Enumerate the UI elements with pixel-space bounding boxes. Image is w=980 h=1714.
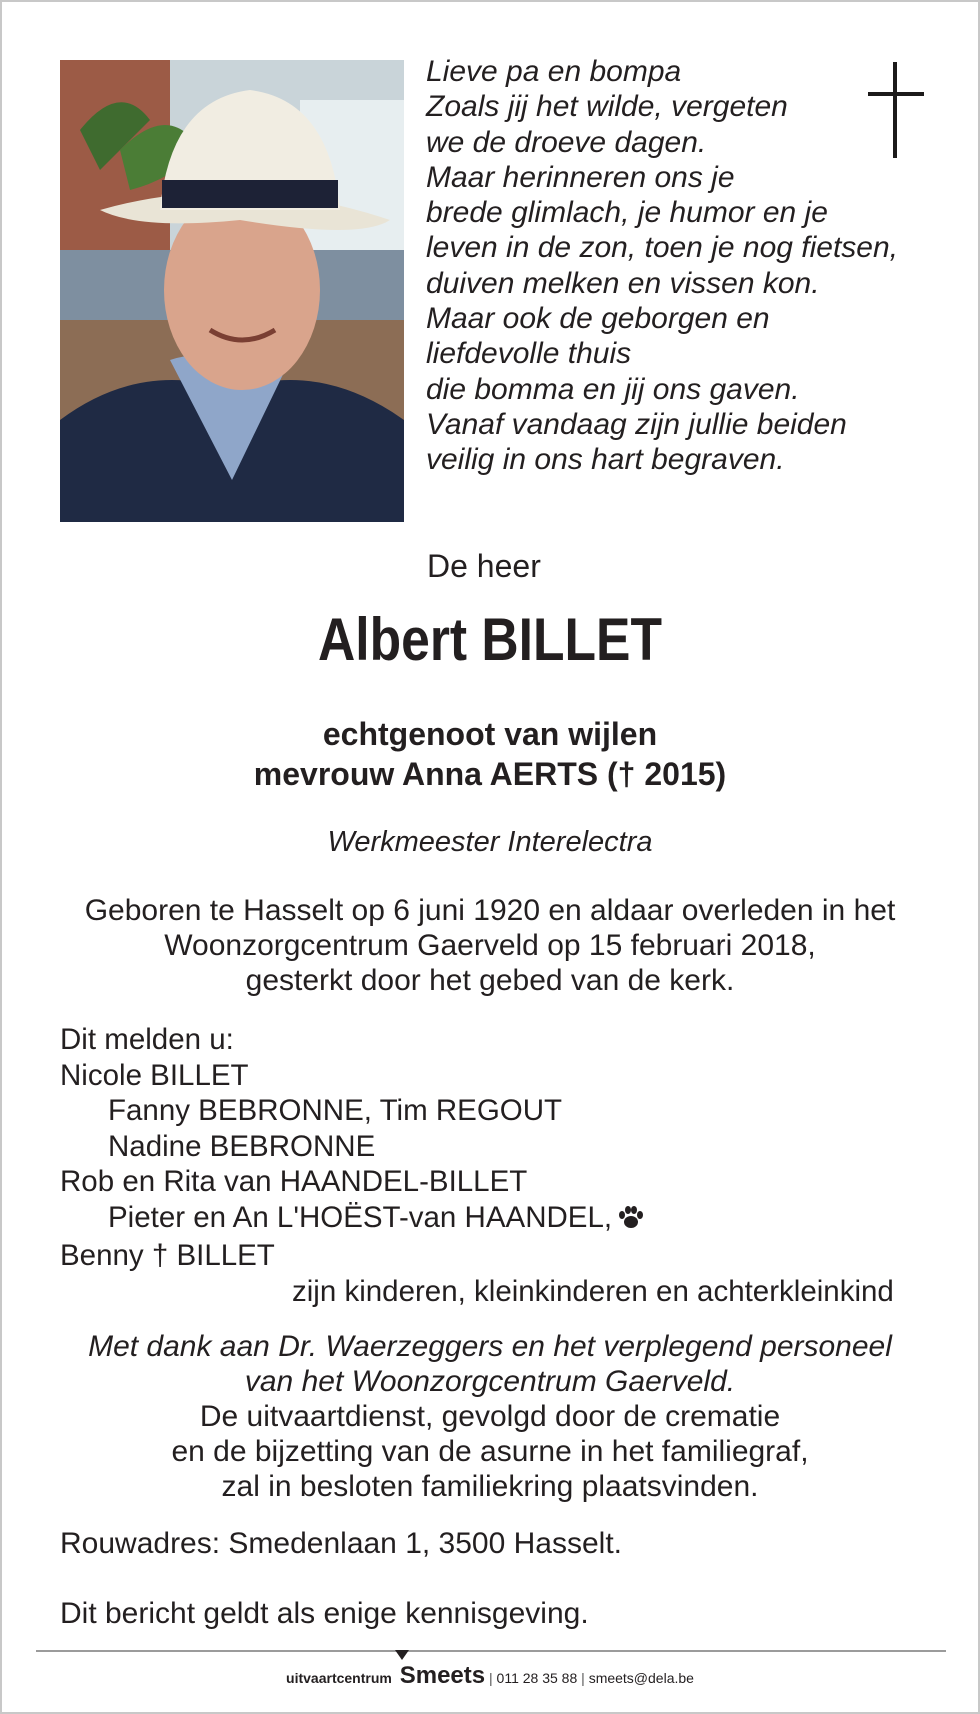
family-member: Nadine BEBRONNE	[108, 1129, 376, 1163]
funeral-line: De uitvaartdienst, gevolgd door de crematie	[199, 1400, 781, 1433]
poem-line: veilig in ons hart begraven.	[426, 443, 785, 477]
family-member: Rob en Rita van HAANDEL-BILLET	[60, 1165, 528, 1198]
family-summary: zijn kinderen, kleinkinderen en achterkleinkind	[292, 1274, 894, 1308]
profession: Werkmeester Interelectra	[327, 826, 653, 858]
poem-line: die bomma en jij ons gaven.	[426, 372, 800, 406]
poem-line: leven in de zon, toen je nog fietsen,	[426, 231, 899, 265]
footer-prefix: uitvaartcentrum	[286, 1670, 392, 1686]
poem-line: Zoals jij het wilde, vergeten	[426, 90, 788, 124]
funeral-line: zal in besloten familiekring plaatsvinden.	[221, 1470, 759, 1503]
birth-line: Geboren te Hasselt op 6 juni 1920 en aldaar overleden in het	[84, 894, 896, 927]
family-member-row	[60, 1200, 930, 1239]
spouse-info	[2, 714, 978, 794]
birth-death-info	[2, 893, 978, 998]
poem-line: Maar herinneren ons je	[426, 160, 735, 194]
poem-line: Vanaf vandaag zijn jullie beiden	[426, 407, 847, 441]
funeral-line: en de bijzetting van de asurne in het familiegraf,	[171, 1435, 809, 1468]
poem-line: brede glimlach, je humor en je	[426, 196, 828, 230]
footer-divider	[36, 1650, 946, 1652]
footer-email: smeets@dela.be	[588, 1670, 694, 1686]
triangle-marker-icon	[395, 1650, 409, 1660]
family-member: Nicole BILLET	[60, 1058, 249, 1092]
family-intro: Dit melden u:	[60, 1023, 234, 1056]
poem-line: Lieve pa en bompa	[426, 55, 682, 88]
honorific: De heer	[427, 548, 541, 584]
footer-phone: 011 28 35 88	[496, 1670, 578, 1686]
poem-line: we de droeve dagen.	[426, 125, 707, 159]
footer-separator: |	[581, 1670, 589, 1686]
mourning-address: Rouwadres: Smedenlaan 1, 3500 Hasselt.	[60, 1527, 623, 1560]
spouse-line: echtgenoot van wijlen	[322, 716, 658, 752]
family-list	[60, 1022, 930, 1309]
poem-line: Maar ook de geborgen en	[426, 302, 770, 336]
portrait-photo	[60, 60, 404, 522]
family-member: Fanny BEBRONNE, Tim REGOUT	[108, 1094, 563, 1127]
thanks-line: van het Woonzorgcentrum Gaerveld.	[244, 1365, 736, 1398]
footer-brand: Smeets	[399, 1662, 486, 1689]
deceased-name: Albert BILLET	[318, 606, 662, 673]
birth-line: gesterkt door het gebed van de kerk.	[245, 964, 735, 997]
footer-separator: |	[489, 1670, 497, 1686]
family-member: Benny † BILLET	[60, 1239, 275, 1272]
birth-line: Woonzorgcentrum Gaerveld op 15 februari 2018,	[164, 929, 816, 962]
poem	[426, 54, 899, 478]
family-member: Pieter en An L'HOËST-van HAANDEL,	[108, 1200, 613, 1234]
spouse-line: mevrouw Anna AERTS († 2015)	[253, 756, 727, 792]
poem-line: duiven melken en vissen kon.	[426, 266, 820, 300]
footer	[2, 1664, 978, 1690]
notice-text: Dit bericht geldt als enige kennisgeving.	[60, 1597, 589, 1630]
portrait-image	[60, 60, 404, 522]
acknowledgement	[2, 1329, 978, 1504]
paw-print-icon	[618, 1203, 644, 1239]
thanks-line: Met dank aan Dr. Waerzeggers en het verplegend personeel	[88, 1330, 892, 1363]
poem-line: liefdevolle thuis	[426, 337, 632, 371]
cross-icon	[868, 62, 924, 162]
